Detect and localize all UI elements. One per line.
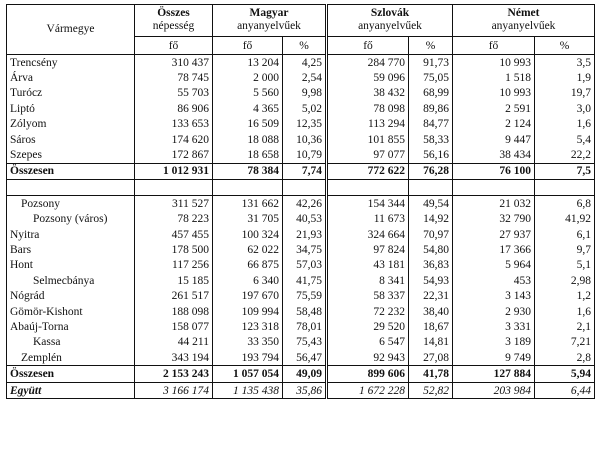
cell-german-count: 3 331 [453,319,535,334]
cell-county-name: Hont [10,259,33,272]
table-row [7,227,595,242]
cell-german-count: 3 189 [453,335,535,350]
cell-county-name: Turócz [10,87,43,100]
cell-county-name: Zólyom [10,118,47,131]
cell-slovak-pct: 49,54 [409,196,453,212]
cell-german-count: 9 447 [453,132,535,147]
cell-slovak-pct: 14,92 [409,212,453,227]
table-row [7,147,595,163]
cell-slovak-pct: 84,77 [409,117,453,132]
cell-german-pct: 6,1 [535,227,595,242]
cell-hungarian-pct: 7,74 [283,163,327,179]
spacer-cell [213,180,283,196]
cell-german-count: 453 [453,273,535,288]
header-hungarian-sub: anyanyelvűek [237,20,301,32]
header-german-sub: anyanyelvűek [491,20,556,32]
cell-total: 158 077 [135,319,213,334]
cell-county-name: Kassa [33,336,61,349]
cell-total: 178 500 [135,242,213,257]
cell-hungarian-pct: 21,93 [283,227,327,242]
cell-slovak-pct: 75,05 [409,70,453,85]
cell-total: 174 620 [135,132,213,147]
table-row [7,258,595,273]
cell-hungarian-count: 62 022 [213,242,283,257]
header-german [453,5,595,37]
cell-hungarian-pct: 57,03 [283,258,327,273]
cell-german-count: 9 749 [453,350,535,366]
cell-slovak-pct: 54,93 [409,273,453,288]
cell-county-name: Összesen [7,366,135,382]
table-row [7,55,595,71]
table-row [7,196,595,212]
cell-slovak-count: 8 341 [327,273,409,288]
cell-hungarian-pct: 42,26 [283,196,327,212]
cell-total: 133 653 [135,117,213,132]
cell-total: 78 745 [135,70,213,85]
cell-hungarian-count: 13 204 [213,55,283,71]
cell-hungarian-pct: 12,35 [283,117,327,132]
cell-german-count: 27 937 [453,227,535,242]
cell-german-count: 5 964 [453,258,535,273]
cell-slovak-pct: 14,81 [409,335,453,350]
cell-slovak-pct: 89,86 [409,101,453,116]
cell-hungarian-count: 66 875 [213,258,283,273]
cell-total: 188 098 [135,304,213,319]
cell-german-pct: 2,98 [535,273,595,288]
grand-total-row [7,382,595,398]
cell-german-pct: 1,2 [535,288,595,303]
spacer-row [7,180,595,196]
subtotal-row [7,163,595,179]
table-row [7,86,595,101]
cell-german-count: 1 518 [453,70,535,85]
header-slovak-name: Szlovák [370,7,410,19]
cell-german-count: 2 124 [453,117,535,132]
cell-slovak-pct: 38,40 [409,304,453,319]
cell-slovak-pct: 36,83 [409,258,453,273]
cell-slovak-count: 38 432 [327,86,409,101]
cell-total: 117 256 [135,258,213,273]
cell-total: 1 012 931 [135,163,213,179]
cell-slovak-count: 101 855 [327,132,409,147]
cell-german-count: 2 591 [453,101,535,116]
cell-total: 457 455 [135,227,213,242]
cell-hungarian-pct: 75,59 [283,288,327,303]
header-hungarian [213,5,327,37]
cell-slovak-pct: 54,80 [409,242,453,257]
cell-hungarian-count: 78 384 [213,163,283,179]
cell-total: 311 527 [135,196,213,212]
cell-slovak-pct: 58,33 [409,132,453,147]
cell-hungarian-pct: 5,02 [283,101,327,116]
header-german-name: Német [507,7,540,19]
cell-hungarian-count: 1 135 438 [213,382,283,398]
spacer-cell [135,180,213,196]
header-total-name: Összes [157,7,190,19]
cell-total: 3 166 174 [135,382,213,398]
cell-german-count: 38 434 [453,147,535,163]
table-row [7,101,595,116]
spacer-cell [283,180,327,196]
cell-hungarian-count: 18 088 [213,132,283,147]
cell-slovak-pct: 41,78 [409,366,453,382]
cell-total: 15 185 [135,273,213,288]
cell-hungarian-pct: 2,54 [283,70,327,85]
cell-slovak-count: 1 672 228 [327,382,409,398]
cell-german-count: 2 930 [453,304,535,319]
cell-county-name: Árva [10,72,33,85]
cell-hungarian-pct: 56,47 [283,350,327,366]
cell-german-pct: 6,44 [535,382,595,398]
table-row [7,212,595,227]
table-row [7,242,595,257]
cell-hungarian-count: 5 560 [213,86,283,101]
cell-german-count: 21 032 [453,196,535,212]
cell-total: 343 194 [135,350,213,366]
cell-slovak-pct: 27,08 [409,350,453,366]
cell-total: 261 517 [135,288,213,303]
cell-county-name: Zemplén [21,351,62,364]
cell-slovak-count: 899 606 [327,366,409,382]
cell-slovak-count: 772 622 [327,163,409,179]
cell-slovak-pct: 70,97 [409,227,453,242]
cell-slovak-pct: 22,31 [409,288,453,303]
cell-hungarian-count: 100 324 [213,227,283,242]
cell-hungarian-count: 2 000 [213,70,283,85]
unit-slovak-pct: % [409,37,453,55]
table-row [7,350,595,366]
cell-german-pct: 1,6 [535,304,595,319]
subtotal-row [7,366,595,382]
cell-hungarian-count: 123 318 [213,319,283,334]
spacer-cell [327,180,409,196]
cell-slovak-pct: 76,28 [409,163,453,179]
cell-hungarian-pct: 58,48 [283,304,327,319]
cell-hungarian-pct: 9,98 [283,86,327,101]
cell-hungarian-pct: 49,09 [283,366,327,382]
table-row [7,288,595,303]
cell-german-pct: 2,1 [535,319,595,334]
cell-german-count: 3 143 [453,288,535,303]
cell-german-count: 32 790 [453,212,535,227]
cell-slovak-count: 59 096 [327,70,409,85]
cell-slovak-count: 11 673 [327,212,409,227]
table-row [7,335,595,350]
cell-hungarian-count: 193 794 [213,350,283,366]
cell-slovak-count: 324 664 [327,227,409,242]
cell-hungarian-count: 31 705 [213,212,283,227]
spacer-cell [7,180,135,196]
cell-hungarian-count: 197 670 [213,288,283,303]
cell-total: 78 223 [135,212,213,227]
table-row [7,70,595,85]
cell-county-name: Együtt [7,382,135,398]
cell-hungarian-pct: 75,43 [283,335,327,350]
cell-hungarian-count: 109 994 [213,304,283,319]
cell-slovak-count: 43 181 [327,258,409,273]
header-county: Vármegye [7,5,135,55]
cell-german-pct: 19,7 [535,86,595,101]
cell-german-pct: 22,2 [535,147,595,163]
cell-slovak-pct: 18,67 [409,319,453,334]
cell-county-name: Trencsény [10,56,58,69]
cell-slovak-pct: 91,73 [409,55,453,71]
cell-hungarian-pct: 40,53 [283,212,327,227]
cell-german-pct: 7,5 [535,163,595,179]
unit-hungarian-pct: % [283,37,327,55]
cell-german-count: 76 100 [453,163,535,179]
unit-total: fő [135,37,213,55]
unit-german-count: fő [453,37,535,55]
cell-slovak-count: 284 770 [327,55,409,71]
header-slovak [327,5,453,37]
document-page [6,4,594,399]
cell-county-name: Selmecbánya [33,274,95,287]
cell-total: 172 867 [135,147,213,163]
cell-hungarian-count: 18 658 [213,147,283,163]
table-row [7,132,595,147]
cell-slovak-count: 78 098 [327,101,409,116]
population-table [6,4,595,399]
cell-county-name: Pozsony (város) [33,213,108,226]
cell-german-pct: 41,92 [535,212,595,227]
cell-german-pct: 1,9 [535,70,595,85]
cell-german-pct: 2,8 [535,350,595,366]
cell-slovak-pct: 52,82 [409,382,453,398]
cell-german-pct: 9,7 [535,242,595,257]
cell-german-count: 10 993 [453,55,535,71]
table-row [7,304,595,319]
cell-slovak-pct: 68,99 [409,86,453,101]
cell-german-count: 203 984 [453,382,535,398]
cell-total: 310 437 [135,55,213,71]
cell-county-name: Gömör-Kishont [10,305,83,318]
header-slovak-sub: anyanyelvűek [358,20,422,32]
cell-slovak-count: 72 232 [327,304,409,319]
header-hungarian-name: Magyar [249,7,289,19]
cell-german-pct: 6,8 [535,196,595,212]
cell-german-count: 10 993 [453,86,535,101]
cell-slovak-count: 97 077 [327,147,409,163]
cell-total: 86 906 [135,101,213,116]
table-row [7,117,595,132]
cell-hungarian-pct: 4,25 [283,55,327,71]
spacer-cell [535,180,595,196]
cell-hungarian-count: 6 340 [213,273,283,288]
cell-hungarian-count: 33 350 [213,335,283,350]
cell-county-name: Liptó [10,102,35,115]
cell-total: 55 703 [135,86,213,101]
table-row [7,319,595,334]
cell-hungarian-count: 16 509 [213,117,283,132]
cell-total: 44 211 [135,335,213,350]
cell-county-name: Nyitra [10,228,40,241]
cell-slovak-count: 6 547 [327,335,409,350]
cell-hungarian-pct: 34,75 [283,242,327,257]
cell-german-pct: 3,0 [535,101,595,116]
cell-german-count: 127 884 [453,366,535,382]
cell-hungarian-pct: 78,01 [283,319,327,334]
cell-slovak-count: 58 337 [327,288,409,303]
spacer-cell [453,180,535,196]
spacer-cell [409,180,453,196]
unit-slovak-count: fő [327,37,409,55]
cell-county-name: Szepes [10,149,42,162]
cell-german-count: 17 366 [453,242,535,257]
cell-county-name: Abaúj-Torna [10,320,69,333]
cell-county-name: Bars [10,243,32,256]
cell-hungarian-count: 4 365 [213,101,283,116]
cell-german-pct: 1,6 [535,117,595,132]
cell-german-pct: 5,1 [535,258,595,273]
cell-hungarian-pct: 10,79 [283,147,327,163]
cell-hungarian-pct: 10,36 [283,132,327,147]
cell-county-name: Összesen [7,163,135,179]
cell-slovak-count: 92 943 [327,350,409,366]
header-total-sub: népesség [152,20,195,32]
table-row [7,273,595,288]
cell-county-name: Sáros [10,133,36,146]
cell-slovak-pct: 56,16 [409,147,453,163]
cell-german-pct: 7,21 [535,335,595,350]
cell-hungarian-count: 131 662 [213,196,283,212]
cell-hungarian-count: 1 057 054 [213,366,283,382]
cell-hungarian-pct: 35,86 [283,382,327,398]
unit-hungarian-count: fő [213,37,283,55]
header-row [7,5,595,37]
cell-hungarian-pct: 41,75 [283,273,327,288]
cell-slovak-count: 154 344 [327,196,409,212]
cell-german-pct: 5,4 [535,132,595,147]
unit-german-pct: % [535,37,595,55]
cell-german-pct: 3,5 [535,55,595,71]
cell-total: 2 153 243 [135,366,213,382]
cell-county-name: Nógrád [10,290,45,303]
header-total [135,5,213,37]
cell-slovak-count: 29 520 [327,319,409,334]
cell-slovak-count: 113 294 [327,117,409,132]
cell-county-name: Pozsony [21,197,60,210]
cell-german-pct: 5,94 [535,366,595,382]
cell-slovak-count: 97 824 [327,242,409,257]
